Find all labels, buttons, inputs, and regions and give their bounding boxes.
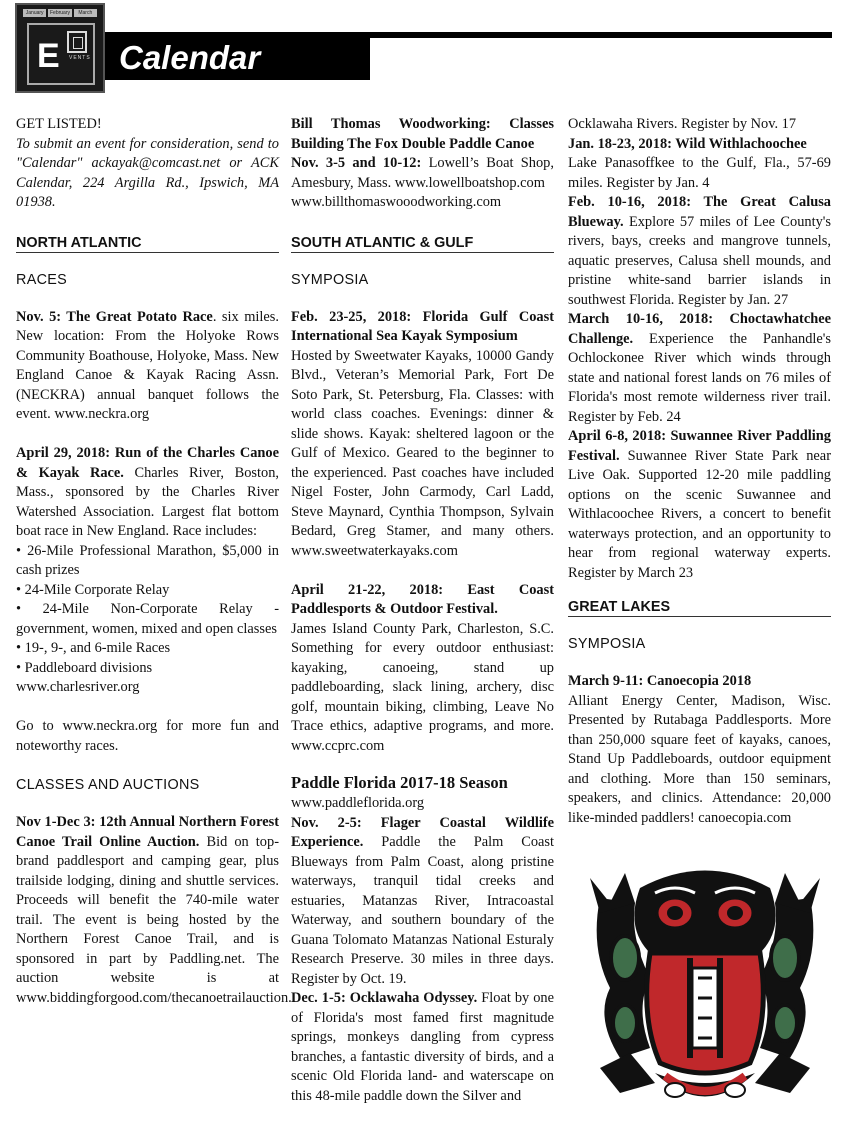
page-title: Calendar	[119, 39, 261, 76]
logo-tab-february: February	[49, 10, 70, 16]
event-body: Lake Panasoffkee to the Gulf, Fla., 57-69 miles. Register by Jan. 4	[568, 155, 831, 191]
logo-tabs	[23, 9, 97, 17]
title-bar	[105, 38, 370, 80]
column-2	[291, 115, 554, 1106]
event-body: Float by one of Florida's most famed first magnitude springs, monkeys dangling from cypress branches, a fantastic diversity of birds, and a scenic Old Florida land- and waterscape on this 48-mile paddle down the Silver and	[291, 990, 554, 1104]
event-charles-race	[16, 444, 279, 542]
list-item: • 19-, 9-, and 6-mile Races	[16, 640, 171, 656]
column-1	[16, 115, 292, 1008]
section-great-lakes: GREAT LAKES	[568, 599, 831, 617]
event-body: Charles River, Boston, Mass., sponsored by the Charles River Watershed Association. Largest flat bottom boat race in New England. Race includes:	[16, 464, 279, 539]
event-title: April 6-8, 2018: Suwannee River Paddling Festival.	[568, 428, 831, 464]
event-body: . six miles. New location: From the Holyoke Rows Community Boathouse, Holyoke, Mass. New England Canoe & Kayak Racing Assn. (NECKRA) annual banquet follows the event. www.neckra.org	[16, 308, 279, 422]
list-item: • 26-Mile Professional Marathon, $5,000 in cash prizes	[16, 542, 279, 578]
logo-letter: E	[37, 37, 60, 75]
list-item: • 24-Mile Non-Corporate Relay - government, women, mixed and open classes	[16, 601, 279, 637]
frog-illustration	[580, 858, 830, 1120]
paddle-florida-url: www.paddleflorida.org	[291, 795, 425, 811]
submission-intro: To submit an event for consideration, send to "Calendar" ackayak@comcast.net or ACK Calendar, 224 Argilla Rd., Ipswich, MA 01938.	[16, 135, 279, 210]
logo-tab-january: January	[23, 9, 46, 17]
section-south-atlantic-gulf: SOUTH ATLANTIC & GULF	[291, 235, 554, 253]
event-ocklawaha	[291, 989, 554, 1106]
section-north-atlantic: NORTH ATLANTIC	[16, 235, 279, 253]
event-title: Bill Thomas Woodworking: Classes Building The Fox Double Paddle Canoe	[291, 116, 554, 152]
logo-tab-march: March	[74, 9, 97, 17]
event-title: Nov 1-Dec 3: 12th Annual Northern Forest Canoe Trail Online Auction.	[16, 814, 279, 850]
logo-frame	[27, 23, 95, 85]
event-body: James Island County Park, Charleston, S.C. Something for every outdoor enthusiast: kayaking, canoeing, stand up paddleboarding, slack lining, archery, disc golf, mountain biking, climbing, Leave No Trace ethics, adaptive programs, and more. www.ccprc.com	[291, 620, 554, 754]
event-body: Bid on top-brand paddlesport and camping gear, plus trailside lodging, dining and shuttle services. Proceeds will benefit the 740-mile water trail. The event is being hosted by the Northern Forest Canoe Trail, and is sponsored in part by Paddling.net. The auction website is at www.biddingforgood.com/thecanoetrailauction.	[16, 833, 292, 1006]
neckra-more: Go to www.neckra.org for more fun and noteworthy races.	[16, 718, 279, 754]
event-title: March 10-16, 2018: Choctawhatchee Challenge.	[568, 311, 831, 347]
subhead-symposia: SYMPOSIA	[291, 271, 369, 288]
event-suwannee	[568, 427, 831, 583]
paddle-florida-title: Paddle Florida 2017-18 Season	[291, 773, 508, 792]
event-title: April 29, 2018: Run of the Charles Canoe & Kayak Race.	[16, 445, 279, 481]
event-body: Lowell’s Boat Shop, Amesbury, Mass. www.lowellboatshop.com	[291, 155, 554, 191]
event-title: Feb. 23-25, 2018: Florida Gulf Coast International Sea Kayak Symposium	[291, 308, 554, 344]
event-potato-race	[16, 308, 279, 425]
charles-url: www.charlesriver.org	[16, 679, 140, 695]
event-body: Paddle the Palm Coast Blueways from Palm Coast, along pristine waterways, tranquil tidal creeks and estuaries, Matanzas River, Intracoastal Waterway, and southern boundary of the Guana Tolomato Matanzas National Esturaly Research Preserve. 30 miles in three days. Register by Oct. 19.	[291, 834, 554, 987]
event-dates: Nov. 3-5 and 10-12:	[291, 155, 422, 171]
event-body: Alliant Energy Center, Madison, Wisc. Presented by Rutabaga Paddlesports. More than 250,000 square feet of kayaks, canoes, Stand Up Paddleboards, outdoor equipment and clothing. More than 150 seminars, speakers, and clinics. Attendance: 20,000 like-minded paddlers! canoecopia.com	[568, 692, 831, 826]
event-title: Nov. 5: The Great Potato Race	[16, 308, 213, 325]
event-title: Dec. 1-5: Ocklawaha Odyssey.	[291, 990, 478, 1006]
logo-box-icon	[67, 31, 87, 53]
logo-vertical-text: VENTS	[69, 55, 91, 61]
event-woodworking	[291, 154, 554, 193]
subhead-symposia: SYMPOSIA	[568, 636, 646, 652]
event-canoe-trail-auction	[16, 813, 292, 1008]
get-listed-heading: GET LISTED!	[16, 116, 102, 132]
ocklawaha-continued: Ocklawaha Rivers. Register by Nov. 17	[568, 116, 797, 132]
event-body: Explore 57 miles of Lee County's rivers, bays, creeks and mangrove tunnels, aquatic preserves, Calusa shell mounds, and pristine white-sand barrier islands in southwest Florida. Register by Jan. 27	[568, 213, 831, 308]
list-item: • Paddleboard divisions	[16, 659, 153, 676]
column-3	[568, 115, 831, 828]
event-title: Jan. 18-23, 2018: Wild Withlachoochee	[568, 135, 807, 152]
event-calusa	[568, 193, 831, 310]
event-title: Feb. 10-16, 2018: The Great Calusa Blueway.	[568, 194, 831, 230]
event-flager	[291, 814, 554, 990]
event-body: Hosted by Sweetwater Kayaks, 10000 Gandy Blvd., Veteran’s Memorial Park, Fort De Soto Park, St. Petersburg, Fla. Classes: with world class coaches. Evenings: dinner & slide shows. Kayak: sheltered lagoon or the Gulf of Mexico. Geared to the beginner to the experienced. Past coaches have included Nigel Foster, John Carmody, Carl Ladd, Steve Maynard, Cynthia Thompson, Sylvain Bedard, Greg Stamer, and many others. www.sweetwaterkayaks.com	[291, 347, 554, 559]
event-title: March 9-11: Canoecopia 2018	[568, 673, 752, 689]
event-title: April 21-22, 2018: East Coast Paddlesports & Outdoor Festival.	[291, 581, 554, 617]
subhead-races: RACES	[16, 271, 68, 288]
event-title: Nov. 2-5: Flager Coastal Wildlife Experience.	[291, 814, 554, 850]
subhead-classes-auctions: CLASSES AND AUCTIONS	[16, 777, 200, 793]
events-logo	[15, 3, 105, 93]
woodworking-url: www.billthomaswooodworking.com	[291, 194, 502, 210]
list-item: • 24-Mile Corporate Relay	[16, 581, 170, 598]
event-body: Suwannee River State Park near Live Oak. Supported 12-20 mile paddling options on the scenic Suwannee and Withlacoochee Rivers, a concert to benefit waterways protection, and an opportunity to hear from regional waterway experts. Register by March 23	[568, 447, 831, 581]
event-body: Experience the Panhandle's Ochlockonee River which winds through state and national forest lands on 76 miles of Florida's most remote wilderness river trail. Register by Feb. 24	[568, 330, 831, 425]
event-choctawhatchee	[568, 310, 831, 427]
